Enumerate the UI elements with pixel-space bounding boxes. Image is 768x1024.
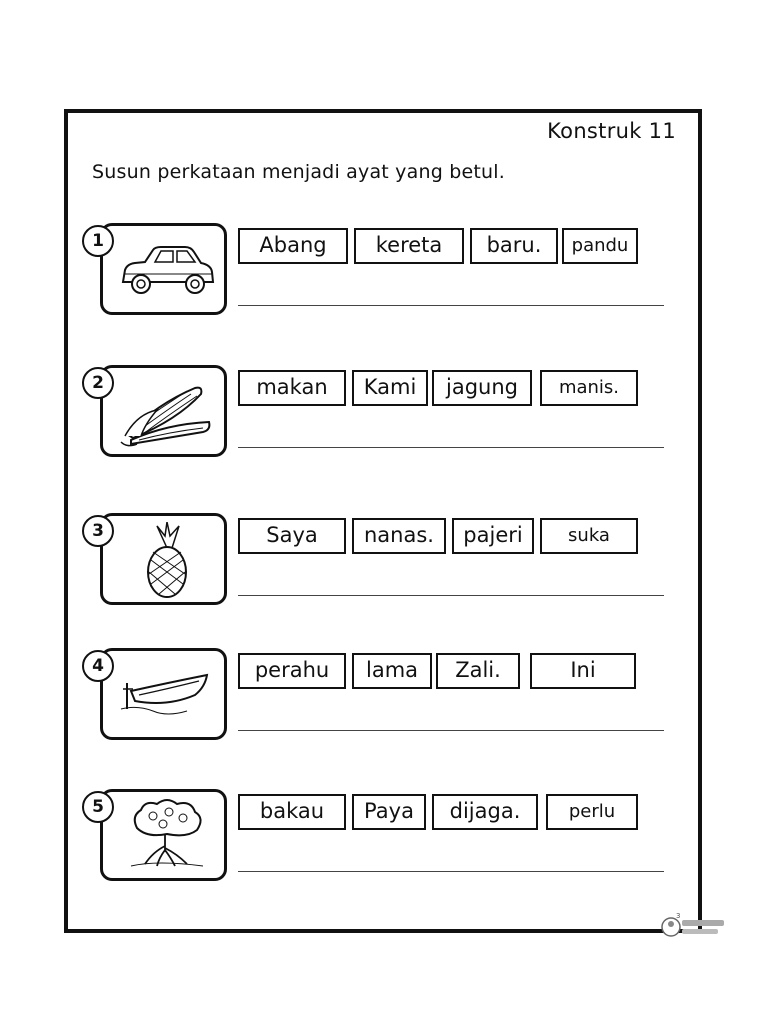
question-number: 4	[82, 650, 114, 682]
footer-stamp	[660, 910, 728, 940]
pineapple-icon	[117, 522, 217, 598]
word-tile[interactable]: lama	[352, 653, 432, 689]
picture-box-1	[100, 223, 227, 315]
word-tile[interactable]: Ini	[530, 653, 636, 689]
worksheet-code: Konstruk 11	[547, 119, 676, 143]
question-5	[68, 789, 698, 889]
word-tile[interactable]: baru.	[470, 228, 558, 264]
picture-box-3	[100, 513, 227, 605]
word-tile[interactable]: perahu	[238, 653, 346, 689]
question-4	[68, 648, 698, 748]
word-tile[interactable]: Abang	[238, 228, 348, 264]
word-tile[interactable]: bakau	[238, 794, 346, 830]
word-tile[interactable]: dijaga.	[432, 794, 538, 830]
worksheet	[64, 109, 702, 933]
question-number: 3	[82, 515, 114, 547]
mangrove-tree-icon	[117, 798, 217, 874]
answer-line[interactable]	[238, 730, 664, 731]
word-tile[interactable]: manis.	[540, 370, 638, 406]
word-tiles	[238, 653, 658, 691]
word-tile[interactable]: Saya	[238, 518, 346, 554]
word-tile[interactable]: nanas.	[352, 518, 446, 554]
word-tile[interactable]: Kami	[352, 370, 428, 406]
publisher-logo-icon	[660, 910, 728, 940]
word-tile[interactable]: kereta	[354, 228, 464, 264]
word-tile[interactable]: Zali.	[436, 653, 520, 689]
word-tile[interactable]: pandu	[562, 228, 638, 264]
question-number: 2	[82, 367, 114, 399]
word-tiles	[238, 370, 658, 408]
answer-line[interactable]	[238, 447, 664, 448]
corn-icon	[117, 374, 217, 450]
word-tile[interactable]: jagung	[432, 370, 532, 406]
word-tiles	[238, 518, 658, 556]
question-number: 5	[82, 791, 114, 823]
question-1	[68, 223, 698, 323]
answer-line[interactable]	[238, 871, 664, 872]
answer-line[interactable]	[238, 305, 664, 306]
word-tile[interactable]: perlu	[546, 794, 638, 830]
picture-box-5	[100, 789, 227, 881]
picture-box-4	[100, 648, 227, 740]
instruction-text: Susun perkataan menjadi ayat yang betul.	[92, 161, 505, 183]
word-tile[interactable]: pajeri	[452, 518, 534, 554]
picture-box-2	[100, 365, 227, 457]
page-number: 3	[676, 912, 681, 920]
question-number: 1	[82, 225, 114, 257]
word-tiles	[238, 228, 658, 266]
answer-line[interactable]	[238, 595, 664, 596]
word-tiles	[238, 794, 658, 832]
question-2	[68, 365, 698, 465]
word-tile[interactable]: makan	[238, 370, 346, 406]
question-3	[68, 513, 698, 613]
boat-icon	[117, 657, 217, 733]
car-icon	[117, 232, 217, 308]
word-tile[interactable]: Paya	[352, 794, 426, 830]
word-tile[interactable]: suka	[540, 518, 638, 554]
